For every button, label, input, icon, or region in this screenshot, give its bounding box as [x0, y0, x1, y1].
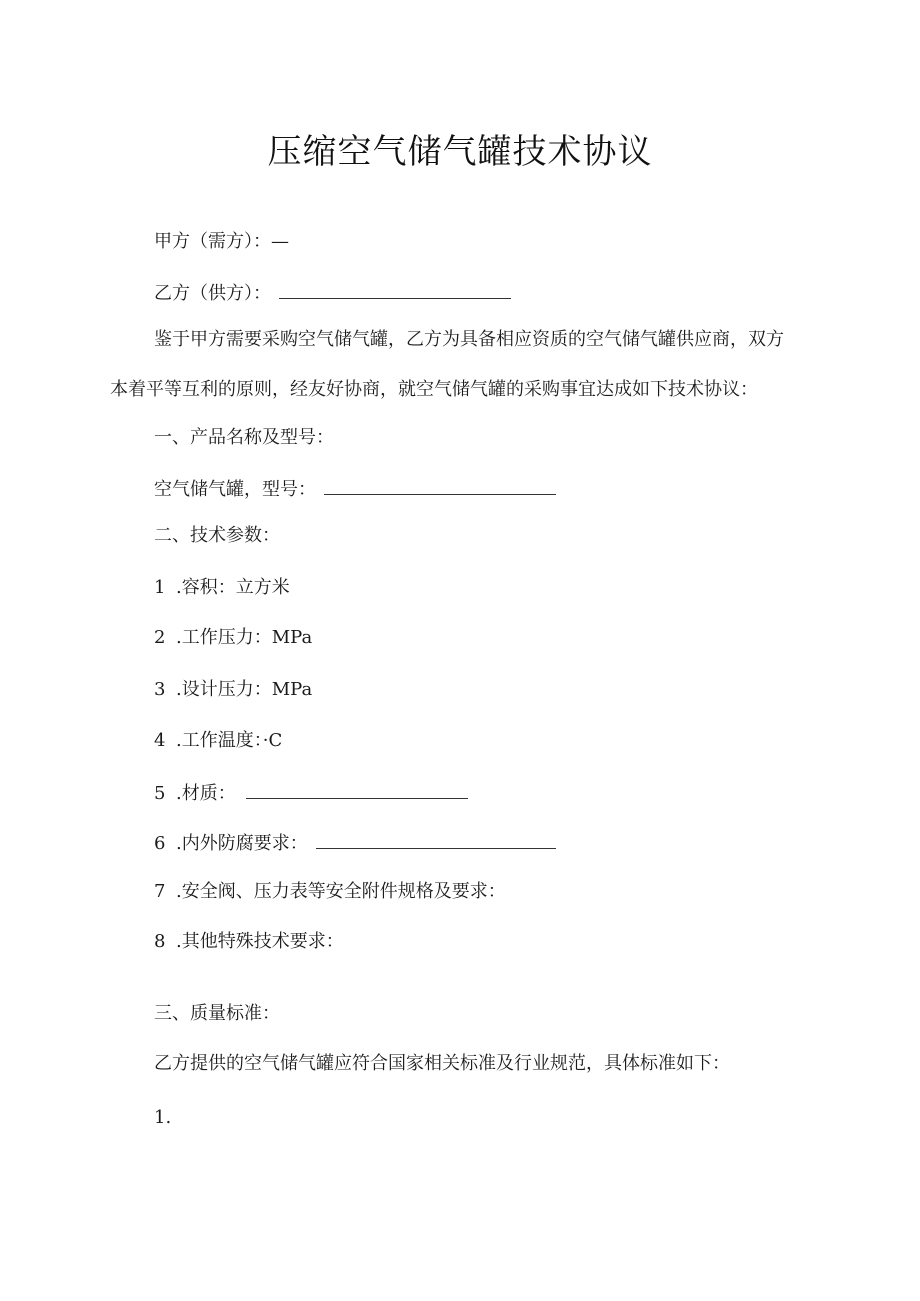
param-number: 5	[154, 783, 166, 804]
param-item-1	[154, 576, 290, 600]
product-model-label: 空气储气罐，型号：	[154, 479, 316, 500]
param-item-5	[154, 780, 468, 806]
quality-text: 乙方提供的空气储气罐应符合国家相关标准及行业规范，具体标准如下：	[154, 1053, 730, 1074]
section-1-heading: 一、产品名称及型号：	[154, 427, 334, 448]
party-b-line	[154, 280, 511, 306]
party-b-label: 乙方（供方）：	[154, 283, 271, 304]
param-text: .设计压力：MPa	[176, 679, 313, 700]
anticorrosion-blank	[316, 830, 556, 849]
param-text: .容积：立方米	[176, 577, 290, 598]
param-number: 4	[154, 730, 166, 751]
param-number: 7	[154, 881, 166, 902]
param-item-8	[154, 930, 344, 954]
party-b-blank	[279, 280, 511, 299]
param-item-3	[154, 678, 312, 702]
param-text: .工作温度：·C	[176, 730, 283, 751]
param-text: .材质：	[176, 783, 236, 804]
param-number: 3	[154, 679, 166, 700]
param-text: .工作压力：MPa	[176, 627, 313, 648]
product-model-line	[154, 476, 556, 502]
param-text: .内外防腐要求：	[176, 833, 308, 854]
param-number: 2	[154, 627, 166, 648]
section-3-heading: 三、质量标准：	[154, 1003, 280, 1024]
param-number: 8	[154, 931, 166, 952]
param-item-7	[154, 880, 506, 904]
product-model-blank	[324, 476, 556, 495]
intro-line-2: 本着平等互利的原则，经友好协商，就空气储气罐的采购事宜达成如下技术协议：	[110, 379, 758, 400]
party-a-line: 甲方（需方）：—	[154, 231, 289, 252]
material-blank	[246, 780, 468, 799]
section-2-heading: 二、技术参数：	[154, 525, 280, 546]
document-title: 压缩空气储气罐技术协议	[267, 132, 653, 172]
param-item-6	[154, 830, 556, 856]
param-number: 1	[154, 577, 166, 598]
param-number: 6	[154, 833, 166, 854]
param-item-2	[154, 626, 312, 650]
param-text: .其他特殊技术要求：	[176, 931, 344, 952]
intro-line-1: 鉴于甲方需要采购空气储气罐，乙方为具备相应资质的空气储气罐供应商，双方	[154, 329, 784, 350]
quality-item-1: 1.	[154, 1107, 172, 1128]
param-text: .安全阀、压力表等安全附件规格及要求：	[176, 881, 506, 902]
param-item-4	[154, 729, 282, 753]
